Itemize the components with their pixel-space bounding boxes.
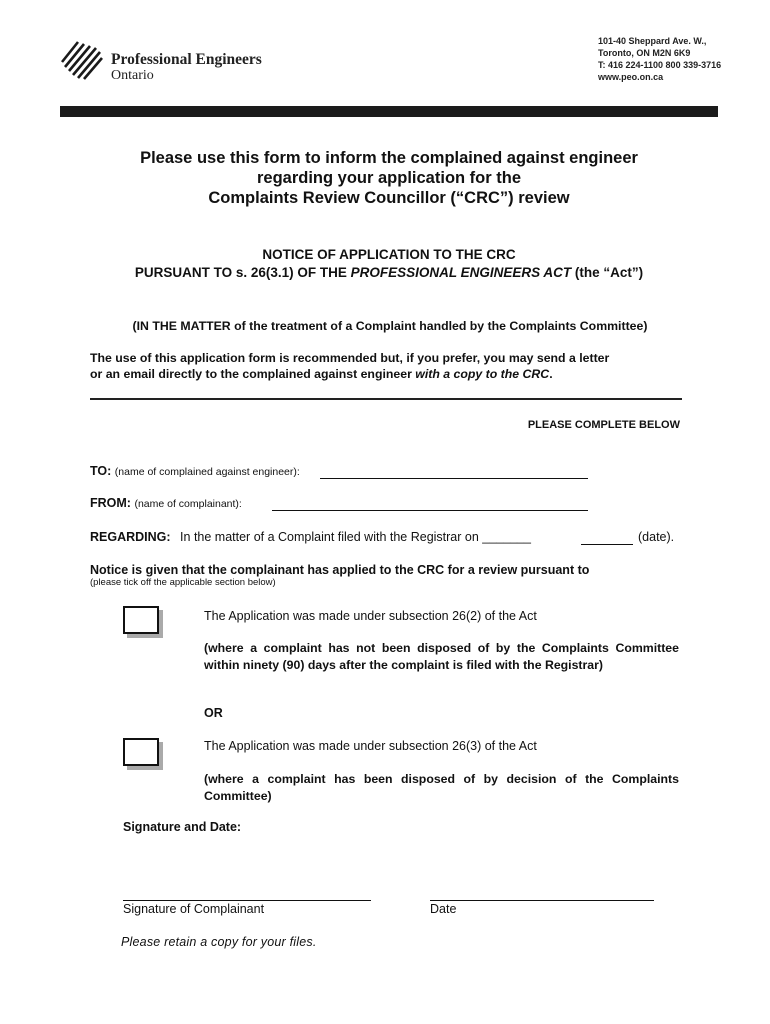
usage-paragraph: The use of this application form is recommended but, if you prefer, you may send a letter or an email directly to the complained against engineer with a copy to the CRC. — [90, 351, 610, 381]
from-row — [90, 495, 242, 512]
from-name-field[interactable] — [272, 498, 588, 511]
phone-line: T: 416 224-1100 800 339-3716 — [598, 60, 722, 70]
section-divider — [90, 398, 682, 400]
signature-heading: Signature and Date: — [123, 820, 242, 834]
title-line-3: Complaints Review Councillor (“CRC”) review — [208, 189, 570, 207]
regarding-text: In the matter of a Complaint filed with the Registrar on _______ — [180, 530, 531, 544]
tick-hint: (please tick off the applicable section below) — [90, 577, 276, 588]
option-26-2-checkbox[interactable] — [123, 606, 159, 634]
org-name: Professional Engineers — [111, 51, 262, 68]
option-26-3-checkbox[interactable] — [123, 738, 159, 766]
or-label: OR — [204, 706, 223, 720]
website-line: www.peo.on.ca — [598, 72, 664, 82]
regarding-row — [90, 529, 531, 545]
header-divider — [60, 106, 718, 117]
title-line-2: regarding your application for the — [256, 169, 522, 187]
option-26-2-text: The Application was made under subsection 26(2) of the Act — [204, 609, 537, 623]
notice-line-2: PURSUANT TO s. 26(3.1) OF THE PROFESSIONAL ENGINEERS ACT (the “Act”) — [134, 265, 644, 280]
from-label: FROM: — [90, 496, 131, 510]
regarding-suffix: (date). — [638, 530, 675, 544]
org-province: Ontario — [111, 68, 154, 83]
signature-label: Signature of Complainant — [123, 902, 265, 916]
act-name: PROFESSIONAL ENGINEERS ACT — [350, 265, 572, 280]
address-line: 101-40 Sheppard Ave. W., — [598, 36, 707, 46]
form-title — [60, 148, 718, 208]
notice-heading — [60, 246, 718, 282]
to-row — [90, 463, 300, 480]
regarding-label: REGARDING: — [90, 530, 171, 544]
please-complete-label: PLEASE COMPLETE BELOW — [527, 419, 680, 431]
address-line: Toronto, ON M2N 6K9 — [598, 48, 691, 58]
to-hint: (name of complained against engineer): — [114, 466, 300, 478]
from-hint: (name of complainant): — [134, 498, 242, 510]
notice-line-1: NOTICE OF APPLICATION TO THE CRC — [262, 247, 516, 262]
to-name-field[interactable] — [320, 466, 588, 479]
signature-field[interactable] — [123, 900, 371, 901]
peo-logo-icon — [60, 36, 104, 80]
to-label: TO: — [90, 464, 112, 478]
notice-given: Notice is given that the complainant has applied to the CRC for a review pursuant to — [90, 563, 590, 577]
matter-statement: (IN THE MATTER of the treatment of a Complaint handled by the Complaints Committee) — [132, 319, 648, 333]
date-label: Date — [430, 902, 457, 916]
date-field[interactable] — [430, 900, 654, 901]
option-26-3-note: (where a complaint has been disposed of by decision of the Complaints Committee) — [204, 772, 679, 803]
complaint-date-field[interactable] — [581, 532, 633, 545]
option-26-2-note: (where a complaint has not been disposed of by the Complaints Committee within ninety (90) days after the complaint is filed with the Registrar) — [204, 641, 679, 672]
retain-note: Please retain a copy for your files. — [121, 935, 317, 949]
title-line-1: Please use this form to inform the complained against engineer — [140, 149, 638, 167]
option-26-3-text: The Application was made under subsection 26(3) of the Act — [204, 739, 537, 753]
